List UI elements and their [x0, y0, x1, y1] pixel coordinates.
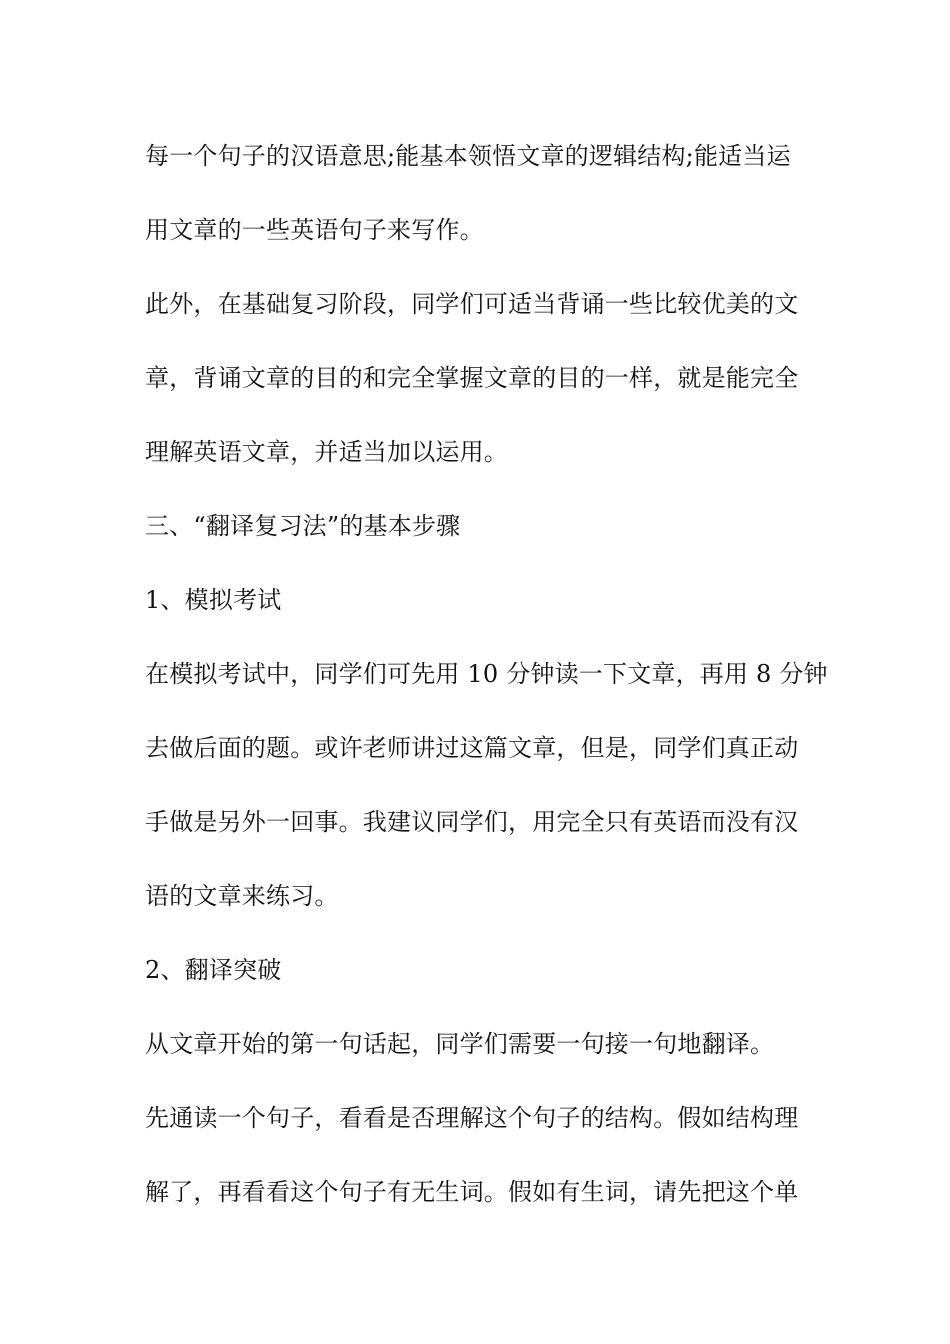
paragraph-line: 语的文章来练习。 — [145, 882, 339, 910]
paragraph-line: 先通读一个句子，看看是否理解这个句子的结构。假如结构理 — [145, 1104, 799, 1132]
subsection-heading: 2、翻译突破 — [145, 956, 282, 984]
paragraph-line: 每一个句子的汉语意思;能基本领悟文章的逻辑结构;能适当运 — [145, 142, 791, 170]
paragraph-line: 在模拟考试中，同学们可先用 10 分钟读一下文章，再用 8 分钟 — [145, 660, 828, 688]
paragraph-line: 去做后面的题。或许老师讲过这篇文章，但是，同学们真正动 — [145, 734, 799, 762]
paragraph-line: 从文章开始的第一句话起，同学们需要一句接一句地翻译。 — [145, 1030, 775, 1058]
paragraph-line: 理解英语文章，并适当加以运用。 — [145, 438, 508, 466]
paragraph-line: 用文章的一些英语句子来写作。 — [145, 216, 484, 244]
paragraph-line: 章，背诵文章的目的和完全掌握文章的目的一样，就是能完全 — [145, 364, 799, 392]
paragraph-line: 解了，再看看这个句子有无生词。假如有生词，请先把这个单 — [145, 1178, 799, 1206]
section-heading: 三、“翻译复习法”的基本步骤 — [145, 512, 461, 540]
paragraph-line: 此外，在基础复习阶段，同学们可适当背诵一些比较优美的文 — [145, 290, 799, 318]
subsection-heading: 1、模拟考试 — [145, 586, 282, 614]
paragraph-line: 手做是另外一回事。我建议同学们，用完全只有英语而没有汉 — [145, 808, 799, 836]
